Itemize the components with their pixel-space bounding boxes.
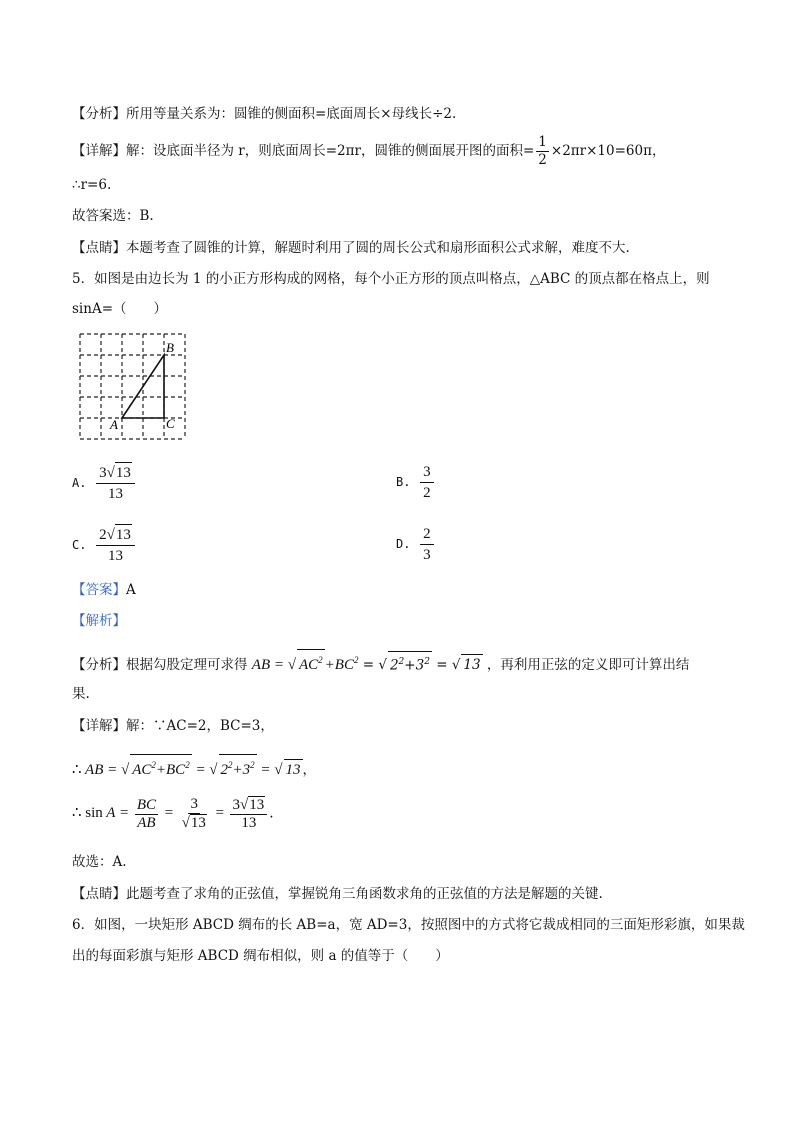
option-d: D. $\frac{2}{3}$ bbox=[396, 524, 434, 565]
question-5-line2: sinA=（ ） bbox=[72, 301, 168, 317]
comment-line-q4: 【点睛】本题考查了圆锥的计算，解题时利用了圆的周长公式和扇形面积公式求解，难度不大. bbox=[72, 240, 630, 256]
comment-tag: 【点睛】 bbox=[72, 240, 126, 256]
option-c: C. $\frac{2√13}{13}$ bbox=[72, 524, 135, 566]
option-b-fraction: $\frac{3}{2}$ bbox=[420, 462, 434, 503]
analysis-text: 所用等量关系为：圆锥的侧面积=底面周长×母线长÷2. bbox=[126, 106, 457, 122]
option-c-fraction: $\frac{2√13}{13}$ bbox=[96, 524, 135, 566]
q5-detail-line: 【详解】解：∵AC=2，BC=3， bbox=[72, 718, 274, 734]
option-a-fraction: $\frac{3√13}{13}$ bbox=[96, 462, 135, 504]
result-line-q4: ∴r=6. bbox=[72, 177, 112, 193]
half-fraction: $\frac{1}{2}$ bbox=[538, 134, 547, 168]
grid-figure bbox=[76, 330, 194, 445]
answer-tag: 【答案】 bbox=[72, 582, 126, 598]
detail-tag: 【详解】 bbox=[72, 143, 126, 159]
question-6-line2: 出的每面彩旗与矩形 ABCD 绸布相似，则 a 的值等于（ ） bbox=[72, 948, 449, 964]
ab-formula: AB = √ $AC^2 +BC^2$ bbox=[252, 657, 359, 673]
q5-ab-equation: ∴ AB = √ $AC^2+BC^2$ = √ $2^2+3^2$ = √ 13 ， bbox=[72, 754, 316, 780]
analysis-line-q4 bbox=[72, 104, 456, 124]
q5-choose-line: 故选：A. bbox=[72, 854, 127, 870]
answer-line bbox=[72, 580, 136, 600]
q5-analysis-line: 【分析】根据勾股定理可求得 AB = √ $AC^2 +BC^2$ = √ $2^2+3^2$ = √ 13 ，再利用正弦的定义即可计算出结 bbox=[72, 649, 689, 675]
vertex-label-a: A bbox=[110, 417, 118, 432]
q5-sin-equation: ∴ sin A = $\frac{BC}{AB}$ = $\frac{3}{√13}$ = $\frac{3√13}{13}$ . bbox=[72, 796, 274, 831]
detail-text-a: 解：设底面半径为 r，则底面周长=2πr，圆锥的侧面展开图的面积= bbox=[126, 143, 535, 159]
question-6-line1: 6．如图，一块矩形 ABCD 绸布的长 AB=a，宽 AD=3，按照图中的方式将它裁成相同的三面矩形彩旗，如果裁 bbox=[72, 917, 745, 933]
answer-value: A bbox=[126, 582, 136, 598]
detail-text-b: ×2πr×10=60π， bbox=[550, 143, 666, 159]
q5-comment-line: 【点睛】此题考查了求角的正弦值，掌握锐角三角函数求角的正弦值的方法是解题的关键. bbox=[72, 886, 603, 902]
option-d-fraction: $\frac{2}{3}$ bbox=[420, 524, 434, 565]
analysis-heading: 【解析】 bbox=[72, 613, 126, 629]
vertex-label-b: B bbox=[166, 340, 174, 355]
option-a: A. $\frac{3√13}{13}$ bbox=[72, 462, 135, 504]
option-b: B. $\frac{3}{2}$ bbox=[396, 462, 434, 503]
question-5-line1: 5．如图是由边长为 1 的小正方形构成的网格，每个小正方形的顶点叫格点，△ABC 的顶点都在格点上，则 bbox=[72, 271, 710, 287]
detail-line-q4 bbox=[72, 134, 665, 169]
analysis-tag: 【分析】 bbox=[72, 106, 126, 122]
vertex-label-c: C bbox=[166, 416, 175, 431]
choice-line-q4: 故答案选：B. bbox=[72, 208, 154, 224]
q5-analysis-cont: 果. bbox=[72, 686, 90, 702]
